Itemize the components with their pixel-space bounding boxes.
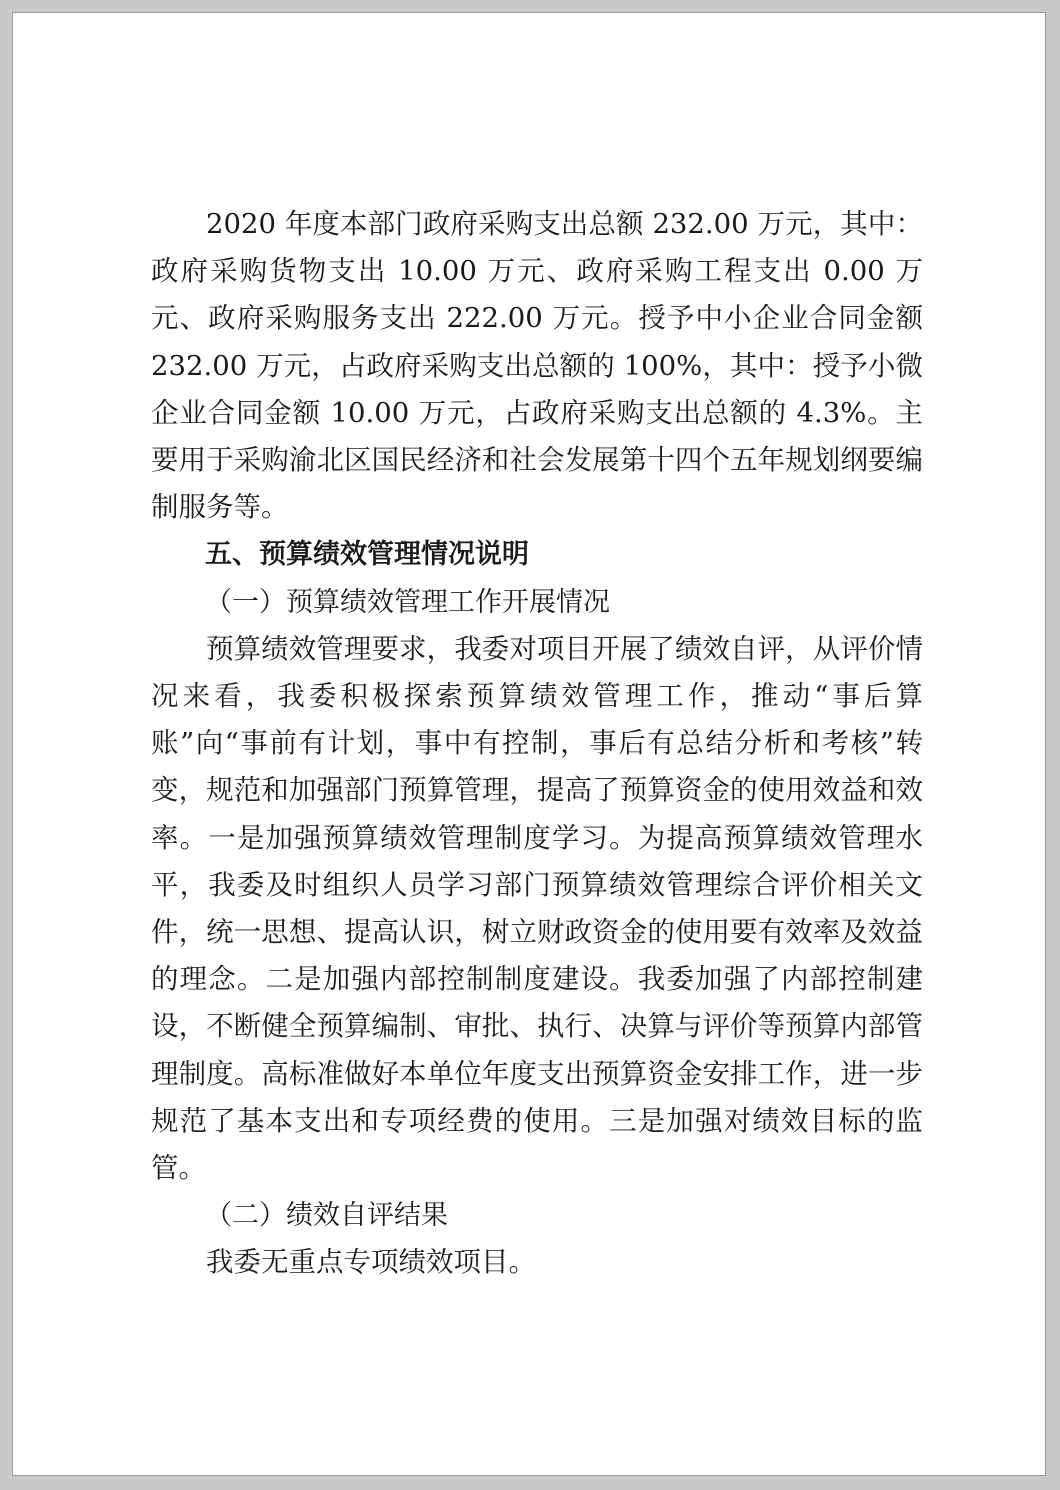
subsection-heading-work-status: （一）预算绩效管理工作开展情况 [205,586,610,618]
procurement-paragraph: 2020 年度本部门政府采购支出总额 232.00 万元，其中：政府采购货物支出 10.00 万元、政府采购工程支出 0.00 万元、政府采购服务支出 222.00 万元。授予中小企业合同金额 232.00 万元，占政府采购支出总额的 100%，其中：授予小微企业合同金额 10.00 万元，占政府采购支出总额的 4.3%。主要用于采购渝北区国民经济和社会发展第十四个五年规划纲要编制服务等。 [151,208,923,524]
performance-management-paragraph: 预算绩效管理要求，我委对项目开展了绩效自评，从评价情况来看，我委积极探索预算绩效管理工作，推动“事后算账”向“事前有计划，事中有控制，事后有总结分析和考核”转变，规范和加强部门预算管理，提高了预算资金的使用效益和效率。一是加强预算绩效管理制度学习。为提高预算绩效管理水平，我委及时组织人员学习部门预算绩效管理综合评价相关文件，统一思想、提高认识，树立财政资金的使用要有效率及效益的理念。二是加强内部控制制度建设。我委加强了内部控制建设，不断健全预算编制、审批、执行、决算与评价等预算内部管理制度。高标准做好本单位年度支出预算资金安排工作，进一步规范了基本支出和专项经费的使用。三是加强对绩效目标的监管。 [151,632,923,1185]
page-content [151,201,923,1287]
document-page [12,12,1046,1476]
self-evaluation-paragraph: 我委无重点专项绩效项目。 [206,1246,536,1279]
section-heading-budget-performance: 五、预算绩效管理情况说明 [205,539,529,571]
subsection-heading-self-evaluation: （二）绩效自评结果 [205,1200,448,1232]
